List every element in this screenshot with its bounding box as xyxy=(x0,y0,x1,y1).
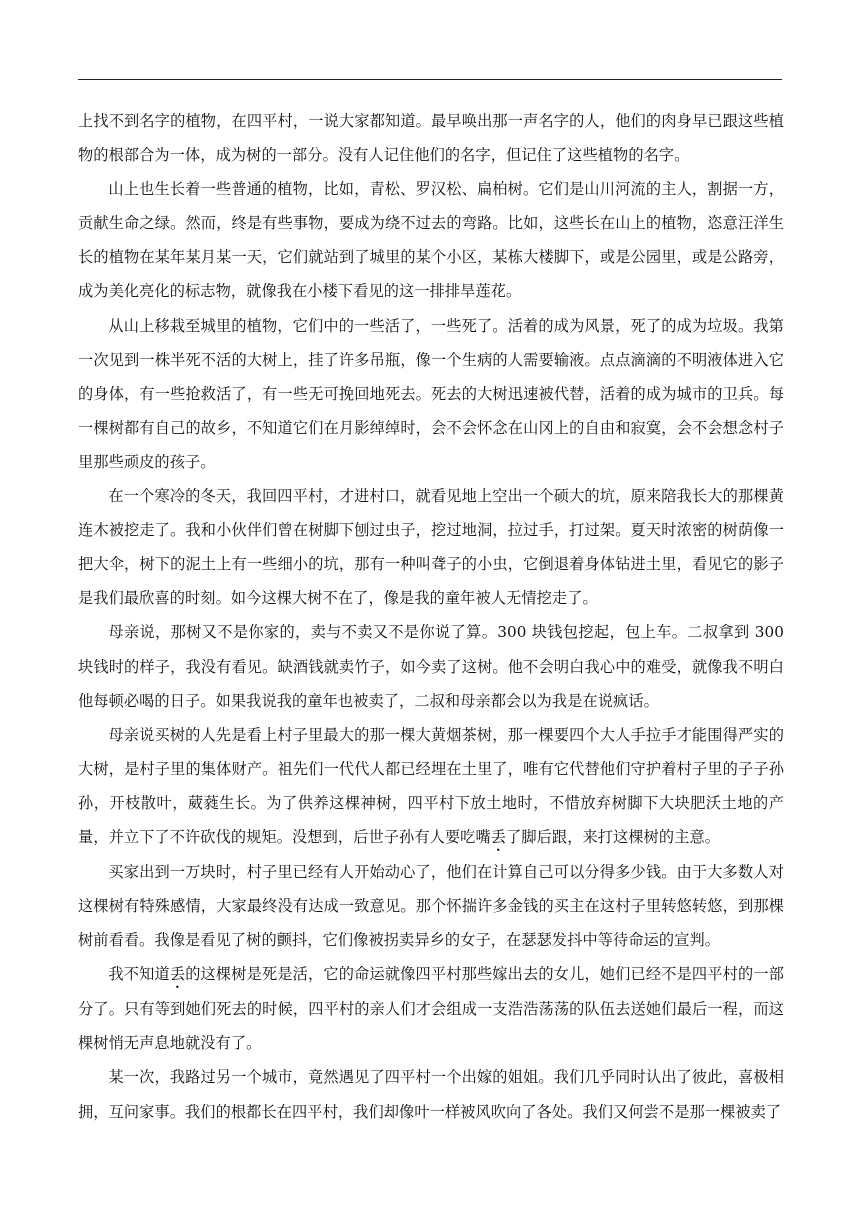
paragraph xyxy=(78,309,784,479)
paragraph xyxy=(78,615,784,717)
paragraph xyxy=(78,957,784,1060)
paragraph-text: 我不知道 xyxy=(108,965,170,984)
paragraph-text: 从山上移栽至城里的植物，它们中的一些活了，一些死了。活着的成为风景，死了的成为垃圾。我第一次见到一株半死不活的大树上，挂了许多吊瓶，像一个生病的人需要输液。点点滴滴的不明液体进入它的身体，有一些抢救活了，有一些无可挽回地死去。死去的大树迅速被代替，活着的成为城市的卫兵。每一棵树都有自己的故乡，不知道它们在月影绰绰时，会不会怀念在山冈上的自由和寂寞，会不会想念村子里那些顽皮的孩子。 xyxy=(78,316,784,471)
paragraph xyxy=(78,1060,784,1128)
paragraph-text: 的这棵树是死是活，它的命运就像四平村那些嫁出去的女儿，她们已经不是四平村的一部分了。只有等到她们死去的时候，四平村的亲人们才会组成一支浩浩荡荡的队伍去送她们最后一程，而这棵树悄无声息地就没有了。 xyxy=(78,965,784,1053)
paragraph-text: 某一次，我路过另一个城市，竟然遇见了四平村一个出嫁的姐姐。我们几乎同时认出了彼此，喜极相拥，互问家事。我们的根都长在四平村，我们却像叶一样被风吹向了各处。我们又何尝不是那一棵被卖了 xyxy=(78,1068,784,1121)
document-body xyxy=(78,104,784,1129)
paragraph xyxy=(78,172,784,308)
paragraph-text: 母亲说，那树又不是你家的，卖与不卖又不是你说了算。300 块钱包挖起，包上车。二叔拿到 300 块钱时的样子，我没有看见。缺酒钱就卖竹子，如今卖了这树。他不会明白我心中的难受，就像我不明白他每顿必喝的日子。如果我说我的童年也被卖了，二叔和母亲都会以为我是在说疯话。 xyxy=(78,623,784,710)
emphasized-character: 丢 xyxy=(490,827,507,846)
paragraph xyxy=(78,479,784,615)
paragraph xyxy=(78,718,784,855)
paragraph-text: 在一个寒冷的冬天，我回四平村，才进村口，就看见地上空出一个硕大的坑，原来陪我长大的那棵黄连木被挖走了。我和小伙伴们曾在树脚下刨过虫子，挖过地洞，拉过手，打过架。夏天时浓密的树荫像一把大伞，树下的泥土上有一些细小的坑，那有一种叫聋子的小虫，它倒退着身体钻进土里，看见它的影子是我们最欣喜的时刻。如今这棵大树不在了，像是我的童年被人无情挖走了。 xyxy=(78,487,784,608)
emphasized-character: 丢 xyxy=(169,965,186,984)
paragraph-text: 上找不到名字的植物，在四平村，一说大家都知道。最早唤出那一声名字的人，他们的肉身早已跟这些植物的根部合为一体，成为树的一部分。没有人记住他们的名字，但记住了这些植物的名字。 xyxy=(78,112,784,165)
paragraph-text: 山上也生长着一些普通的植物，比如，青松、罗汉松、扁柏树。它们是山川河流的主人，割据一方，贡献生命之绿。然而，终是有些事物，要成为绕不过去的弯路。比如，这些长在山上的植物，恣意汪洋生长的植物在某年某月某一天，它们就站到了城里的某个小区，某栋大楼脚下，或是公园里，或是公路旁，成为美化亮化的标志物，就像我在小楼下看见的这一排排旱莲花。 xyxy=(78,180,784,301)
paragraph xyxy=(78,855,784,957)
paragraph xyxy=(78,104,784,172)
header-rule xyxy=(78,79,782,80)
paragraph-text: 母亲说买树的人先是看上村子里最大的那一棵大黄烟茶树，那一棵要四个大人手拉手才能围得严实的大树，是村子里的集体财产。祖先们一代代人都已经埋在土里了，唯有它代替他们守护着村子里的子子孙孙，开枝散叶，葳蕤生长。为了供养这棵神树，四平村下放土地时，不惜放弃树脚下大块肥沃土地的产量，并立下了不许砍伐的规矩。没想到，后世子孙有人要吃嘴 xyxy=(78,725,784,846)
paragraph-text: 买家出到一万块时，村子里已经有人开始动心了，他们在计算自己可以分得多少钱。由于大多数人对这棵树有特殊感情，大家最终没有达成一致意见。那个怀揣许多金钱的买主在这村子里转悠转悠，到那棵树前看看。我像是看见了树的颤抖，它们像被拐卖异乡的女子，在瑟瑟发抖中等待命运的宣判。 xyxy=(78,862,784,950)
paragraph-text: 了脚后跟，来打这棵树的主意。 xyxy=(506,827,721,846)
